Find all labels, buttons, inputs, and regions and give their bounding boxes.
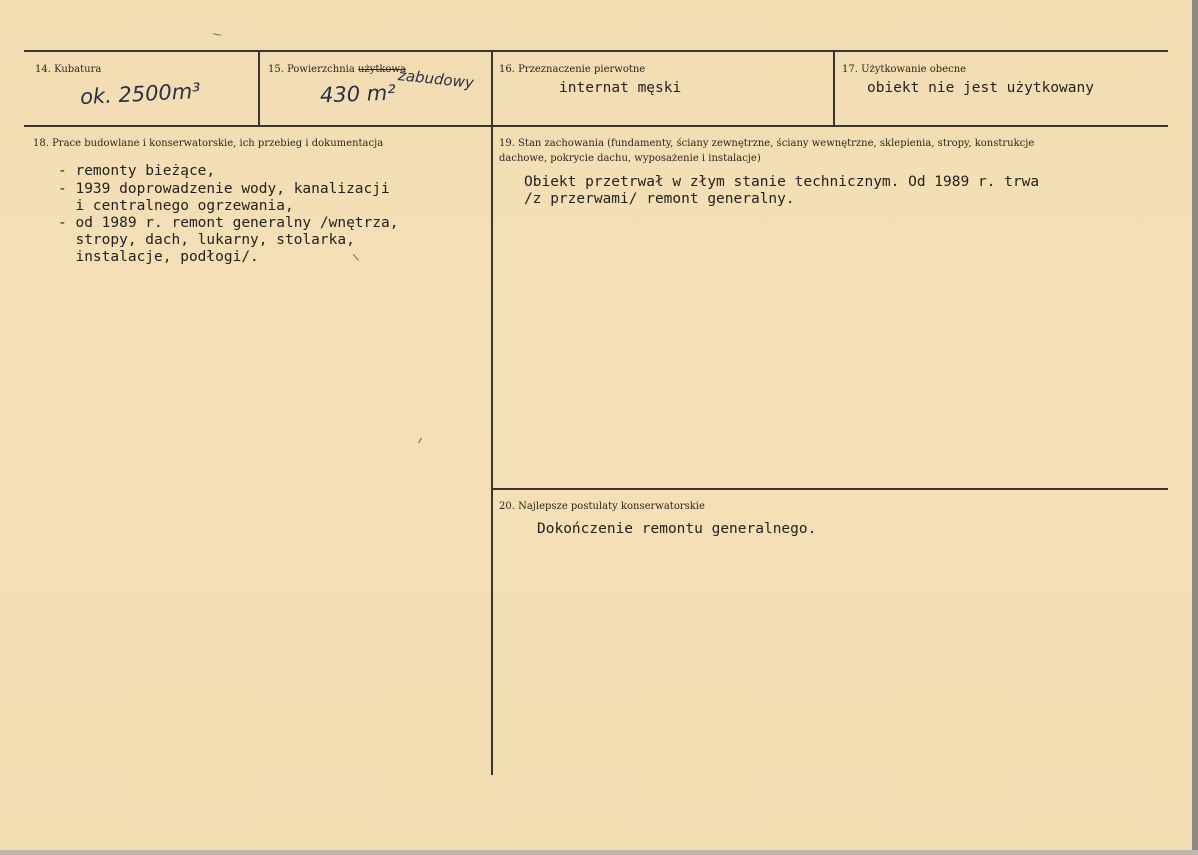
field-19-label-line-2: dachowe, pokrycie dachu, wyposażenie i instalacje): [499, 153, 761, 164]
top-rule: [24, 50, 1168, 52]
field-14-handwritten-volume: ok. 2500m³: [79, 78, 202, 110]
field-16-label: 16. Przeznaczenie pierwotne: [499, 64, 646, 75]
field-18-label: 18. Prace budowlane i konserwatorskie, ich przebieg i dokumentacja: [33, 138, 384, 149]
field-19-text-line-2: /z przerwami/ remont generalny.: [524, 191, 795, 207]
field-18-line-2: - 1939 doprowadzenie wody, kanalizacji: [58, 181, 390, 197]
field-15-label-prefix: 15. Powierzchnia: [268, 64, 355, 75]
field-18-line-5: stropy, dach, lukarny, stolarka,: [58, 232, 355, 248]
field-19-text-line-1: Obiekt przetrwał w złym stanie technicznym. Od 1989 r. trwa: [524, 174, 1040, 190]
field-15-handwritten-area: 430 m²: [319, 80, 397, 108]
divider-18-19: [491, 125, 493, 775]
field-15-handwritten-annotation: zabudowy: [397, 66, 475, 92]
field-17-value: obiekt nie jest użytkowany: [867, 80, 1094, 96]
divider-15-16: [491, 50, 493, 126]
divider-16-17: [833, 50, 835, 126]
field-18-line-1: - remonty bieżące,: [58, 163, 216, 179]
right-section-rule: [493, 488, 1168, 490]
divider-14-15: [258, 50, 260, 126]
field-20-value: Dokończenie remontu generalnego.: [537, 521, 817, 537]
field-14-label: 14. Kubatura: [35, 64, 102, 75]
field-18-line-6: instalacje, podłogi/.: [58, 249, 259, 265]
field-17-label: 17. Użytkowanie obecne: [842, 64, 967, 75]
paper-speck: [353, 254, 359, 261]
paper-speck: [418, 438, 422, 444]
field-19-label-line-1: 19. Stan zachowania (fundamenty, ściany zewnętrzne, ściany wewnętrzne, sklepienia, stropy, konstrukcje: [499, 138, 1035, 149]
field-18-line-4: - od 1989 r. remont generalny /wnętrza,: [58, 215, 399, 231]
middle-rule: [24, 125, 1168, 127]
field-16-value: internat męski: [559, 80, 682, 96]
field-18-line-3: i centralnego ogrzewania,: [58, 198, 294, 214]
card-edge-bottom: [0, 850, 1198, 855]
field-15-label: [268, 62, 406, 77]
field-15-label-struck: użytkowa: [357, 64, 406, 75]
field-20-label: 20. Najlepsze postulaty konserwatorskie: [499, 501, 705, 512]
card-edge-right: [1192, 0, 1198, 855]
paper-speck: [213, 33, 221, 35]
